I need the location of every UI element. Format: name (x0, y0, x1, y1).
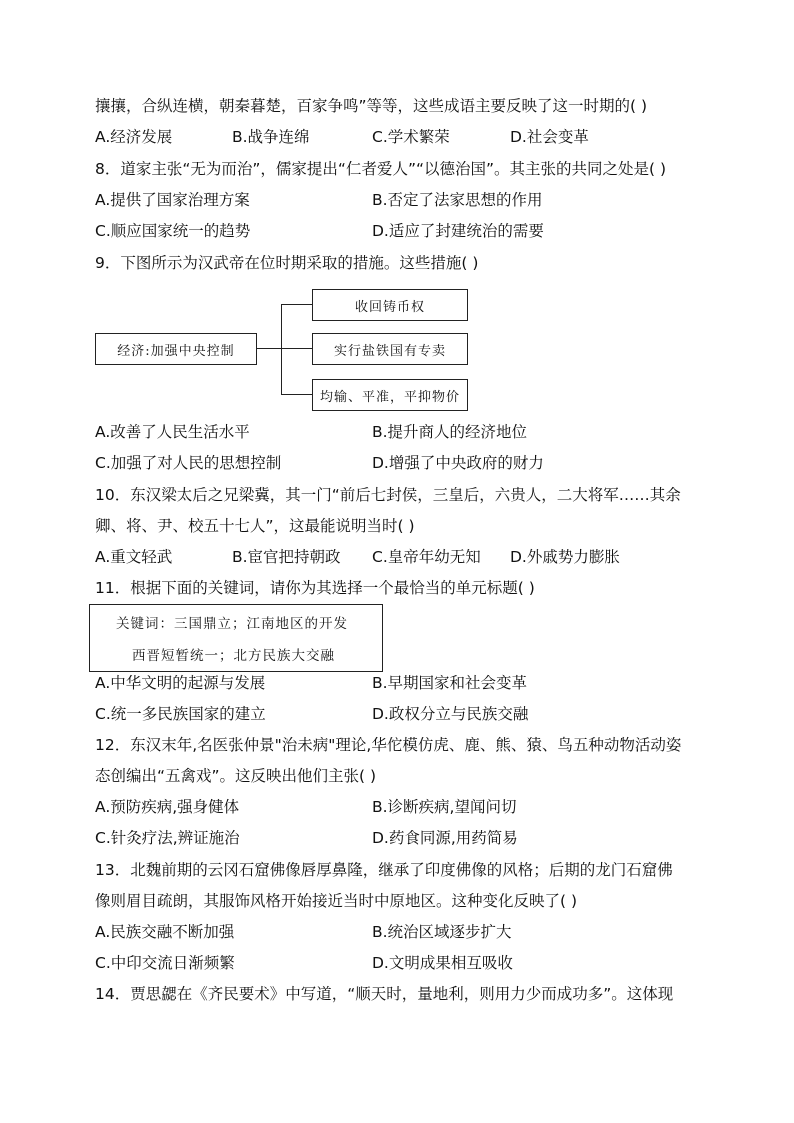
q14-stem: 14．贾思勰在《齐民要术》中写道，“顺天时，量地利，则用力少而成功多”。这体现 (95, 985, 674, 1003)
q10-option-b: B.宦官把持朝政 (232, 548, 341, 566)
q9-stem: 9．下图所示为汉武帝在位时期采取的措施。这些措施( ) (95, 254, 479, 272)
q8-option-b: B.否定了法家思想的作用 (372, 191, 543, 209)
q7-option-c: C.学术繁荣 (372, 128, 450, 146)
q13-option-d: D.文明成果相互吸收 (372, 954, 513, 972)
q9-option-c: C.加强了对人民的思想控制 (95, 454, 282, 472)
q11-option-c: C.统一多民族国家的建立 (95, 705, 266, 723)
keywords-box (89, 604, 383, 672)
q9-option-a: A.改善了人民生活水平 (95, 423, 250, 441)
keywords-line1: 关键词：三国鼎立；江南地区的开发 (116, 616, 348, 632)
q8-option-c: C.顺应国家统一的趋势 (95, 222, 251, 240)
q12-option-d: D.药食同源,用药简易 (372, 829, 518, 847)
diagram-branch-box: 均输、平准，平抑物价 (312, 379, 468, 411)
q9-option-d: D.增强了中央政府的财力 (372, 454, 544, 472)
q13-stem-line2: 像则眉目疏朗，其服饰风格开始接近当时中原地区。这种变化反映了( ) (95, 892, 578, 910)
q13-option-c: C.中印交流日渐频繁 (95, 954, 235, 972)
q7-option-d: D.社会变革 (510, 128, 589, 146)
q13-option-b: B.统治区域逐步扩大 (372, 923, 512, 941)
q13-option-a: A.民族交融不断加强 (95, 923, 235, 941)
q11-option-b: B.早期国家和社会变革 (372, 674, 528, 692)
q10-option-d: D.外戚势力膨胀 (510, 548, 620, 566)
q10-stem-line2: 卿、将、尹、校五十七人”，这最能说明当时( ) (95, 517, 415, 535)
q12-option-a: A.预防疾病,强身健体 (95, 798, 240, 816)
q9-option-b: B.提升商人的经济地位 (372, 423, 528, 441)
q7-stem-tail: 攘攘，合纵连横，朝秦暮楚，百家争鸣”等等，这些成语主要反映了这一时期的( ) (95, 97, 648, 115)
q11-stem: 11．根据下面的关键词，请你为其选择一个最恰当的单元标题( ) (95, 579, 535, 597)
diagram-connector (256, 348, 281, 349)
q11-option-d: D.政权分立与民族交融 (372, 705, 529, 723)
q10-option-a: A.重文轻武 (95, 548, 173, 566)
q10-stem-line1: 10．东汉梁太后之兄梁冀，其一门“前后七封侯，三皇后，六贵人，二大将军……其余 (95, 486, 681, 504)
diagram-connector (281, 304, 312, 305)
q8-option-d: D.适应了封建统治的需要 (372, 222, 544, 240)
diagram-branch-box: 收回铸币权 (312, 289, 468, 321)
q8-stem: 8．道家主张“无为而治”，儒家提出“仁者爱人”“以德治国”。其主张的共同之处是( ) (95, 160, 667, 178)
q12-option-b: B.诊断疾病,望闻问切 (372, 798, 517, 816)
diagram-branch-box: 实行盐铁国有专卖 (312, 333, 468, 365)
q10-option-c: C.皇帝年幼无知 (372, 548, 481, 566)
diagram-connector (281, 348, 312, 349)
diagram-root-box: 经济:加强中央控制 (95, 333, 257, 365)
q8-option-a: A.提供了国家治理方案 (95, 191, 250, 209)
keywords-line2: 西晋短暂统一；北方民族大交融 (132, 648, 335, 664)
q11-option-a: A.中华文明的起源与发展 (95, 674, 266, 692)
q13-stem-line1: 13．北魏前期的云冈石窟佛像唇厚鼻隆，继承了印度佛像的风格；后期的龙门石窟佛 (95, 861, 673, 879)
q7-option-a: A.经济发展 (95, 128, 173, 146)
diagram-connector (281, 394, 312, 395)
q7-option-b: B.战争连绵 (232, 128, 310, 146)
diagram-connector (281, 304, 282, 394)
q12-stem-line1: 12．东汉末年,名医张仲景"治未病"理论,华佗模仿虎、鹿、熊、猿、鸟五种动物活动姿 (95, 736, 682, 754)
q12-option-c: C.针灸疗法,辨证施治 (95, 829, 240, 847)
q12-stem-line2: 态创编出“五禽戏”。这反映出他们主张( ) (95, 767, 377, 785)
